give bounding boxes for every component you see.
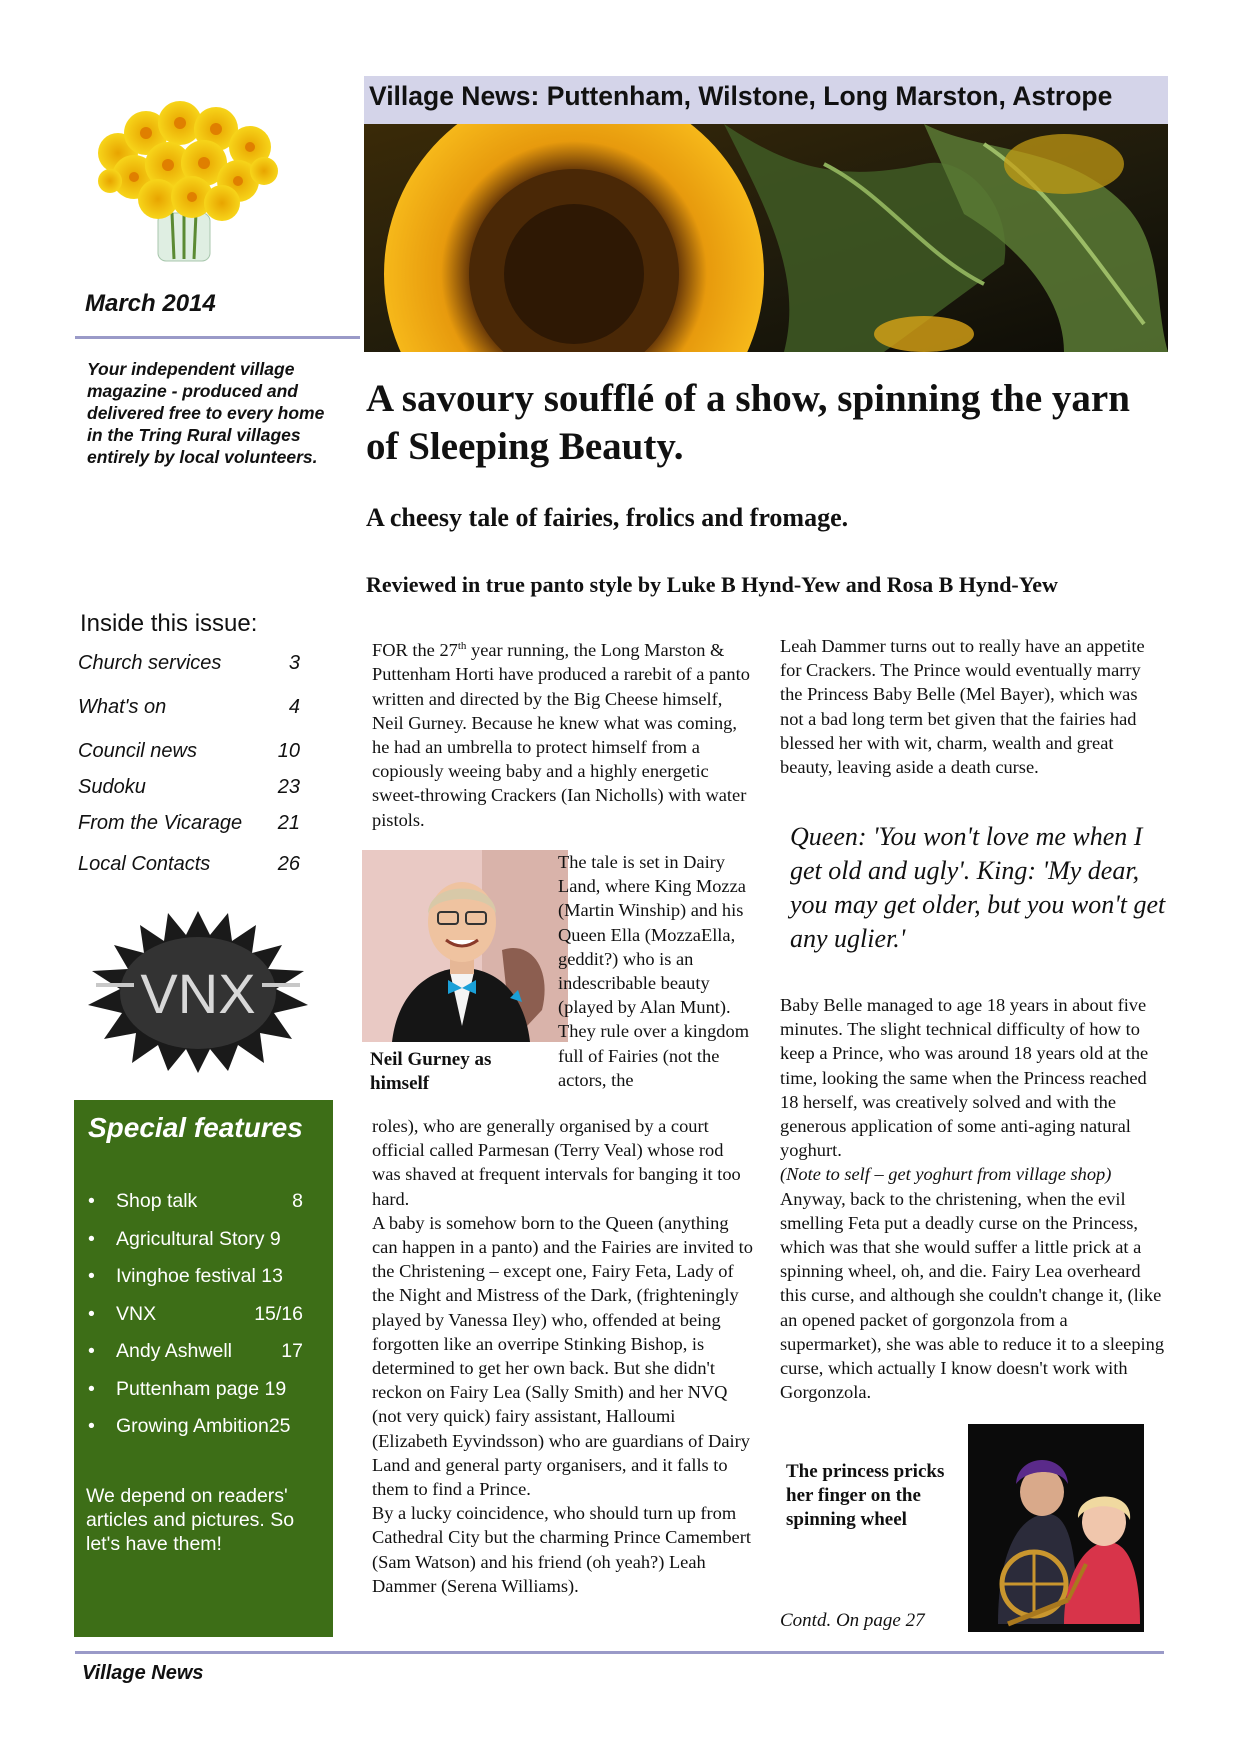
vnx-logo-text: VNX — [140, 962, 256, 1025]
article-byline: Reviewed in true panto style by Luke B Hynd-Yew and Rosa B Hynd-Yew — [366, 572, 1058, 597]
toc-item[interactable] — [78, 740, 300, 763]
issue-date: March 2014 — [85, 290, 216, 317]
toc-item[interactable] — [78, 776, 300, 799]
toc-page: 23 — [277, 776, 300, 798]
princess-spinning-wheel-photo — [968, 1424, 1144, 1632]
feature-label: Ivinghoe festival 13 — [116, 1265, 283, 1287]
pull-quote: Queen: 'You won't love me when I get old and ugly'. King: 'My dear, you may get older, but you won't get any uglier.' — [790, 822, 1166, 953]
feature-label: Agricultural Story 9 — [116, 1228, 281, 1250]
aside-note: (Note to self – get yoghurt from village shop) — [780, 1164, 1112, 1185]
bullet: • — [88, 1415, 95, 1437]
toc-label: Local Contacts — [78, 853, 211, 875]
neil-gurney-photo — [362, 850, 568, 1042]
toc-item[interactable] — [78, 652, 300, 675]
feature-label: VNX — [116, 1303, 157, 1325]
article-paragraph: By a lucky coincidence, who should turn up from Cathedral City but the charming Prince Camembert (Sam Watson) and his friend (oh yeah?) Leah Dammer (Serena Williams). — [372, 1503, 751, 1596]
article-paragraph — [780, 634, 1165, 779]
tagline: Your independent village magazine - produced and delivered free to every home in the Tring Rural villages entirely by local volunteers. — [87, 359, 325, 467]
feature-label: Growing Ambition25 — [116, 1415, 291, 1437]
toc-label: Church services — [78, 652, 222, 674]
article-headline: A savoury soufflé of a show, spinning the yarn of Sleeping Beauty. — [366, 377, 1130, 468]
article-paragraph — [558, 850, 753, 1092]
left-divider — [75, 336, 360, 339]
sunflower-banner — [364, 124, 1168, 352]
p1-rest: year running, the Long Marston & Puttenham Horti have produced a rarebit of a panto written and directed by the Big Cheese himself, Neil Gurney. Because he knew what was coming, he had an umbrella to protect himself from a copiously weeing baby and a highly energetic sweet-throwing Crackers (Ian Nicholls) with water pistols. — [372, 640, 750, 830]
article-subhead: A cheesy tale of fairies, frolics and fromage. — [366, 503, 849, 532]
toc-item[interactable] — [78, 853, 300, 876]
article-paragraph: A baby is somehow born to the Queen (anything can happen in a panto) and the Fairies are invited to the Christening – except one, Fairy Feta, Lady of the Night and Mistress of the Dark, (frighteningly played by Vanessa Iley) who, offended at being forgotten like an overripe Stinking Bishop, is determined to get her own back. But she didn't reckon on Fairy Lea (Sally Smith) and her NVQ (not very quick) fairy assistant, Halloumi (Elizabeth Eyvindsson) who are guardians of Dairy Land and general party organisers, and it falls to them to find a Prince. — [372, 1212, 753, 1500]
inside-issue-title: Inside this issue: — [80, 610, 258, 637]
daffodils-photo — [88, 95, 288, 265]
special-features-box — [74, 1100, 333, 1637]
toc-label: What's on — [78, 696, 167, 718]
p1-start: FOR the 27 — [372, 640, 458, 661]
feature-page: 8 — [292, 1190, 303, 1212]
toc-page: 26 — [277, 853, 300, 875]
neil-photo-caption: Neil Gurney as himself — [370, 1049, 492, 1094]
footer-divider — [75, 1651, 1164, 1654]
feature-label: Shop talk — [116, 1190, 198, 1212]
footer-label: Village News — [82, 1662, 204, 1684]
toc-item[interactable] — [78, 696, 300, 719]
ordinal-suffix: th — [457, 640, 467, 652]
toc-page: 4 — [288, 696, 300, 718]
toc-label: From the Vicarage — [78, 812, 243, 834]
article-paragraph: Anyway, back to the christening, when the evil smelling Feta put a deadly curse on the Princess, which was that she would suffer a little prick at a spinning wheel, oh, and die. Fairy Lea overheard this curse, and although she couldn't change it, (like an opened packet of gorgonzola from a supermarket), she was able to reduce it to a sleeping curse, which actually I know doesn't work with Gorgonzola. — [780, 1188, 1165, 1403]
feature-page: 15/16 — [254, 1303, 303, 1325]
feature-label: Puttenham page 19 — [116, 1378, 287, 1400]
toc-item[interactable] — [78, 812, 300, 835]
toc-label: Council news — [78, 740, 197, 762]
p2-continued: roles), who are generally organised by a court official called Parmesan (Terry Veal) whose rod was shaved at frequent intervals for banging it too hard. — [372, 1116, 741, 1209]
article-column-2-continued — [780, 993, 1165, 1404]
p2-beside: The tale is set in Dairy Land, where King Mozza (Martin Winship) and his Queen Ella (MozzaElla, geddit?) who is an indescribable beauty (played by Alan Munt). They rule over a kingdom full of Fairies (not the actors, the — [558, 852, 750, 1090]
feature-page: 17 — [281, 1340, 303, 1362]
article-column-1-continued — [372, 1114, 754, 1598]
bullet: • — [88, 1378, 95, 1400]
vnx-logo — [78, 905, 318, 1075]
bullet: • — [88, 1340, 95, 1362]
bullet: • — [88, 1228, 95, 1250]
feature-label: Andy Ashwell — [116, 1340, 232, 1362]
article-paragraph: Baby Belle managed to age 18 years in about five minutes. The slight technical difficulty of how to keep a Prince, who was around 18 years old at the time, looking the same when the Princess reached 18 herself, was creatively solved and with the generous application of some anti-aging natural yoghurt. — [780, 995, 1149, 1161]
masthead-title: Village News: Puttenham, Wilstone, Long Marston, Astrope — [369, 81, 1113, 111]
toc-page: 21 — [277, 812, 300, 834]
toc-label: Sudoku — [78, 776, 146, 798]
toc-page: 3 — [288, 652, 300, 674]
bullet: • — [88, 1303, 95, 1325]
bullet: • — [88, 1190, 95, 1212]
continued-note: Contd. On page 27 — [780, 1610, 925, 1631]
toc-page: 10 — [277, 740, 300, 762]
article-paragraph — [372, 634, 752, 832]
special-note: We depend on readers' articles and pictures. So let's have them! — [86, 1485, 295, 1555]
p5: Leah Dammer turns out to really have an appetite for Crackers. The Prince would eventually marry the Princess Baby Belle (Mel Bayer), which was not a bad long term bet given that the fairies had blessed her with wit, charm, wealth and great beauty, leaving aside a death curse. — [780, 636, 1145, 778]
special-features-title: Special features — [88, 1112, 303, 1143]
princess-photo-caption: The princess pricks her finger on the spinning wheel — [786, 1461, 945, 1530]
bullet: • — [88, 1265, 95, 1287]
